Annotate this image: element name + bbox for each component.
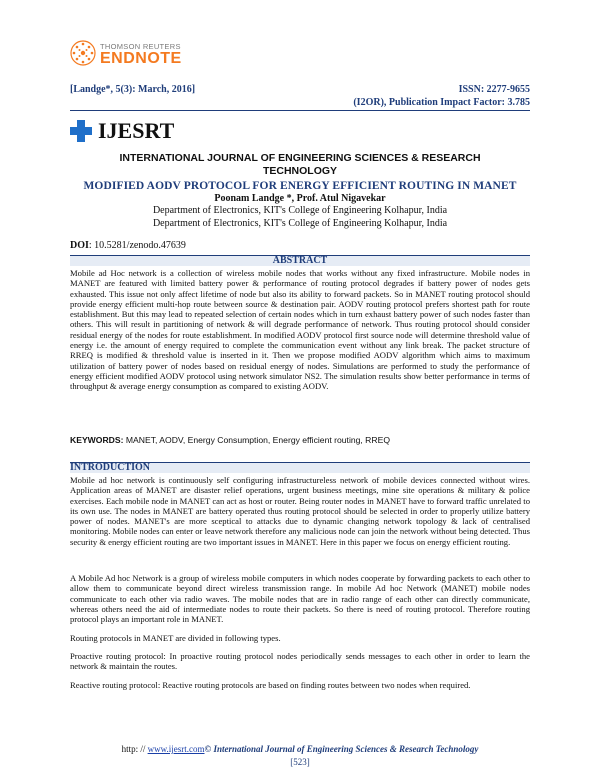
doi-label: DOI bbox=[70, 240, 89, 251]
footer-journal-name: © International Journal of Engineering Sciences & Research Technology bbox=[204, 744, 479, 754]
journal-name-line2: TECHNOLOGY bbox=[262, 165, 338, 177]
page-footer bbox=[0, 744, 600, 754]
journal-name-line1: INTERNATIONAL JOURNAL OF ENGINEERING SCIENCES & RESEARCH bbox=[119, 152, 481, 164]
ijesrt-logo-text: IJESRT bbox=[98, 118, 175, 143]
paper-authors: Poonam Landge *, Prof. Atul Nigavekar bbox=[214, 193, 386, 204]
introduction-heading: INTRODUCTION bbox=[70, 462, 151, 473]
paper-title: MODIFIED AODV PROTOCOL FOR ENERGY EFFICIENT ROUTING IN MANET bbox=[83, 180, 517, 192]
keywords-line bbox=[70, 435, 390, 445]
impact-factor-header: (I2OR), Publication Impact Factor: 3.785 bbox=[353, 97, 530, 108]
brand-top-text: THOMSON REUTERS bbox=[100, 42, 181, 51]
ijesrt-logo bbox=[70, 118, 174, 146]
author-affiliation-1: Department of Electronics, KIT's College of Engineering Kolhapur, India bbox=[152, 205, 448, 216]
keywords-label: KEYWORDS: bbox=[70, 435, 124, 445]
author-affiliation-2: Department of Electronics, KIT's College of Engineering Kolhapur, India bbox=[152, 218, 448, 229]
keywords-text: MANET, AODV, Energy Consumption, Energy efficient routing, RREQ bbox=[123, 435, 391, 445]
abstract-heading-band bbox=[70, 255, 530, 266]
footer-prefix: http: // bbox=[121, 744, 148, 754]
endnote-logo bbox=[70, 38, 190, 78]
issn-header: ISSN: 2277-9655 bbox=[458, 84, 530, 95]
intro-paragraph-5: Reactive routing protocol: Reactive routing protocols are based on finding routes between two nodes when required. bbox=[70, 680, 471, 690]
footer-url-link[interactable]: www.ijesrt.com bbox=[147, 744, 205, 754]
brand-name-text: ENDNOTE bbox=[100, 50, 182, 67]
thomson-reuters-globe-icon bbox=[70, 40, 96, 66]
abstract-text: Mobile ad Hoc network is a collection of wireless mobile nodes that works without any fixed infrastructure. Mobile nodes in MANET are featured with limited battery power & performance of routing protocol degrades if battery power of nodes gets exhausted. This issue not only affect lifetime of node but also its ability to forward packets. So in MANET routing protocol should provide energy efficient multi-hop route between source & destination pair. AODV routing protocol prefers shortest path for route establishment. But this may lead to repeated selection of certain nodes which in turn exhaust battery power of such nodes faster than others. This will result in partitioning of network & will degrade performance of network. Thus routing protocol should consider residual energy of the nodes for route establishment. In modified AODV protocol first source node will determine threshold value of energy i.e. the amount of energy required to complete the communication event without any link break. The packet structure of RREQ is modified & threshold value is inserted in it. Then we propose modified AODV algorithm which aims to maximum utilization of battery power of nodes based on residual energy of nodes. Simulations are performed to study the performance of energy efficient modified AODV protocol using network simulator NS2. The simulation results show better performance in terms of throughput & average energy consumption as compared to existing AODV. bbox=[70, 268, 530, 392]
intro-paragraph-3: Routing protocols in MANET are divided in following types. bbox=[70, 633, 281, 643]
header-divider bbox=[70, 110, 530, 111]
medical-cross-icon bbox=[70, 120, 92, 142]
doi-line bbox=[70, 240, 186, 251]
intro-paragraph-4: Proactive routing protocol: In proactive routing protocol nodes periodically sends messages to each other in order to learn the network & maintain the routes. bbox=[70, 651, 530, 672]
page-number: [523] bbox=[290, 757, 310, 767]
doi-value: : 10.5281/zenodo.47639 bbox=[88, 240, 186, 251]
intro-paragraph-1: Mobile ad hoc network is continuously self configuring infrastructureless network of mobile devices connected without wires. Application areas of MANET are disaster relief operations, urgent business meetings, mine site operations & military & police exercises. Each mobile node in MANET can act as host or router. Being router nodes in MANET have to forward traffic unrelated to its own use. The nodes in MANET are battery operated thus routing protocol should be selected in order to properly utilize battery power of nodes. MANET's are more sceptical to attacks due to dynamic changing network topology & lack of centralised monitoring. Mobile nodes can enter or leave network therefore any malicious node can join the network without being detected. Thus security & energy efficient routing are two important issues in MANET. Here in this paper we focus on energy efficient routing. bbox=[70, 475, 530, 547]
intro-paragraph-2: A Mobile Ad hoc Network is a group of wireless mobile computers in which nodes cooperate by forwarding packets to each other to allow them to communicate beyond direct wireless transmission range. In mobile Ad hoc Network (MANET) mobile nodes communicate to each other via radio waves. The mobile nodes that are in radio range of each other can directly communicate, whereas others need the aid of intermediate nodes to route their packets. So there is need of routing protocol. Therefore routing protocol plays an important role in MANET. bbox=[70, 573, 530, 625]
abstract-heading: ABSTRACT bbox=[272, 255, 328, 266]
introduction-heading-band bbox=[70, 462, 530, 473]
citation-header: [Landge*, 5(3): March, 2016] bbox=[70, 84, 196, 95]
